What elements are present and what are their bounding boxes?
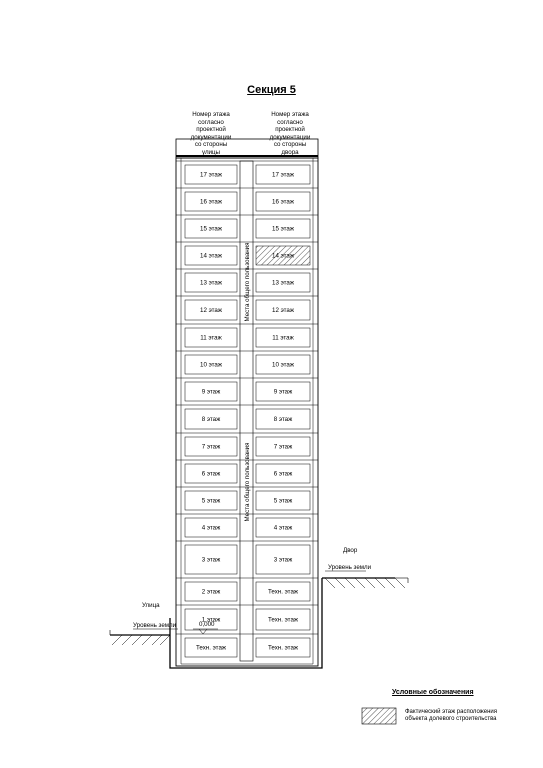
floor-label-street: 6 этаж — [201, 470, 221, 478]
zero-level-label: 0,000 — [199, 621, 215, 628]
floor-label-yard: 3 этаж — [273, 556, 293, 564]
corridor-label-upper: Места общего пользования — [244, 242, 251, 322]
floor-label-yard: Техн. этаж — [267, 588, 299, 596]
common-area-corridor — [240, 161, 253, 661]
corridor-label-lower: Места общего пользования — [244, 442, 251, 522]
floor-label-yard: 15 этаж — [272, 225, 294, 233]
floor-label-yard: 12 этаж — [272, 307, 294, 314]
foundation-line — [170, 578, 322, 668]
floor-label-yard: 14 этаж — [272, 252, 294, 260]
floor-label-yard: 10 этаж — [272, 361, 294, 369]
ground-level-label-yard: Уровень земли — [328, 564, 372, 571]
floor-label-street: 4 этаж — [201, 524, 221, 532]
floor-label-street: 1 этаж — [201, 616, 221, 624]
floor-label-yard: 7 этаж — [273, 443, 293, 451]
floor-row — [176, 634, 318, 657]
floor-label-yard: 17 этаж — [272, 171, 294, 179]
floor-label-street: 7 этаж — [201, 443, 221, 451]
floor-label-street: 9 этаж — [201, 388, 221, 396]
floor-row — [176, 541, 318, 574]
floor-row — [176, 605, 318, 630]
yard-label: Двор — [343, 547, 358, 554]
floor-row — [176, 405, 318, 429]
floor-row — [176, 324, 318, 347]
floor-label-yard: 9 этаж — [273, 388, 293, 396]
floor-label-yard: Техн. этаж — [267, 616, 299, 624]
street-label: Улица — [142, 602, 160, 609]
header-yard-side: Номер этажа согласно проектной документации со стороны двора — [269, 111, 311, 156]
legend-hatch-swatch — [362, 708, 396, 724]
floor-row — [176, 378, 318, 401]
floor-label-yard: 8 этаж — [273, 416, 293, 423]
floor-label-yard: 4 этаж — [273, 524, 293, 532]
floor-label-street: 8 этаж — [201, 416, 221, 423]
floor-label-street: 10 этаж — [200, 361, 222, 369]
floor-label-yard: 11 этаж — [272, 334, 294, 342]
floor-label-street: 16 этаж — [200, 198, 222, 206]
legend-title: Условные обозначения — [392, 689, 474, 696]
floor-label-street: 13 этаж — [200, 279, 222, 287]
floor-label-yard: 13 этаж — [272, 279, 294, 287]
floor-label-yard: 5 этаж — [273, 497, 293, 505]
floor-row — [176, 578, 318, 601]
ground-level-label-street: Уровень земли — [133, 622, 177, 629]
floor-row — [176, 161, 318, 184]
floor-label-yard: 16 этаж — [272, 198, 294, 206]
floor-label-street: 11 этаж — [200, 334, 222, 342]
header-street-side: Номер этажа согласно проектной документации со стороны улицы — [190, 111, 232, 156]
floor-label-street: Техн. этаж — [195, 644, 227, 652]
floor-label-street: 3 этаж — [201, 556, 221, 564]
legend-marked-text: Фактический этаж расположения объекта долевого строительства — [405, 709, 498, 723]
floor-label-street: 2 этаж — [201, 588, 221, 596]
floor-label-street: 14 этаж — [200, 252, 222, 260]
floor-row — [176, 215, 318, 238]
floor-label-yard: 6 этаж — [273, 470, 293, 478]
floor-label-street: 12 этаж — [200, 307, 222, 314]
floor-rows — [176, 161, 318, 657]
floor-label-yard: Техн. этаж — [267, 644, 299, 652]
floor-label-street: 17 этаж — [200, 171, 222, 179]
floor-label-street: 5 этаж — [201, 497, 221, 505]
floor-row — [176, 188, 318, 211]
section-title: Секция 5 — [247, 84, 296, 96]
floor-label-street: 15 этаж — [200, 225, 222, 233]
floor-row — [176, 351, 318, 374]
